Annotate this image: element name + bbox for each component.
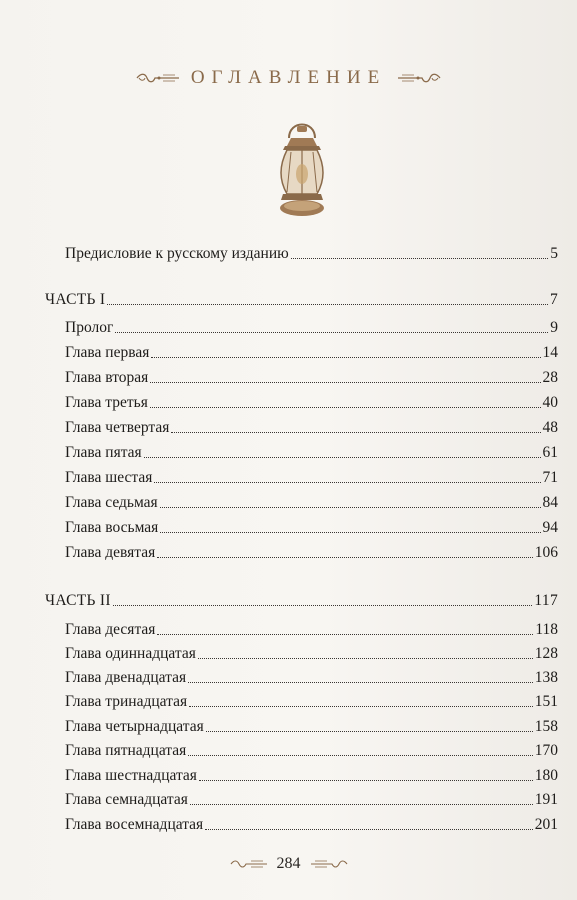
toc-entry-chapter[interactable] (65, 368, 558, 387)
toc-entry-chapter[interactable] (65, 443, 558, 462)
toc-entry-label: Глава пятая (65, 444, 142, 461)
toc-entry-label: Пролог (65, 319, 114, 336)
page-number: 284 (276, 855, 301, 872)
toc-entry-chapter[interactable] (65, 717, 558, 736)
toc-entry-label: Глава двенадцатая (65, 669, 187, 686)
toc-entry-label: Глава шестая (65, 469, 153, 486)
toc-entry-page: 191 (534, 791, 558, 808)
dot-leader (107, 303, 548, 305)
toc-entry-page: 170 (534, 742, 558, 759)
toc-entry-label: Глава первая (65, 344, 150, 361)
dot-leader (113, 604, 533, 606)
toc-entry-chapter[interactable] (65, 692, 558, 711)
toc-entry-chapter[interactable] (65, 343, 558, 362)
dot-leader (160, 506, 541, 508)
toc-entry-label: Глава одиннадцатая (65, 645, 196, 662)
toc-part-label: ЧАСТЬ I (45, 291, 106, 308)
toc-entry-chapter[interactable] (65, 620, 558, 639)
toc-entry-chapter[interactable] (65, 418, 558, 437)
toc-entry-page: 61 (542, 444, 558, 461)
dot-leader (157, 633, 533, 635)
toc-entry-chapter[interactable] (65, 668, 558, 687)
dot-leader (115, 331, 548, 333)
toc-entry-page: 5 (550, 245, 558, 262)
toc-entry-label: Глава семнадцатая (65, 791, 188, 808)
toc-part-2[interactable] (45, 591, 558, 610)
toc-entry-label: Глава четвертая (65, 419, 170, 436)
toc-entry-label: Глава третья (65, 394, 148, 411)
toc-part-1[interactable] (45, 290, 558, 309)
dot-leader (190, 803, 533, 805)
toc-entry-page: 48 (542, 419, 558, 436)
toc-entry-chapter[interactable] (65, 815, 558, 834)
toc-entry-label: Глава седьмая (65, 494, 158, 511)
dot-leader (157, 556, 532, 558)
toc-entry-page: 14 (542, 344, 558, 361)
dot-leader (144, 456, 541, 458)
toc-part-page: 7 (549, 291, 558, 308)
toc-entry-page: 118 (535, 621, 558, 638)
left-small-flourish-icon (229, 859, 269, 869)
dot-leader (151, 356, 540, 358)
page-title: ОГЛАВЛЕНИЕ (190, 67, 387, 88)
toc-entry-page: 151 (534, 693, 558, 710)
right-small-flourish-icon (309, 859, 349, 869)
dot-leader (171, 431, 540, 433)
dot-leader (199, 779, 533, 781)
dot-leader (154, 481, 540, 483)
toc-entry-label: Предисловие к русскому изданию (65, 245, 289, 262)
toc-entry-chapter[interactable] (65, 393, 558, 412)
dot-leader (188, 681, 533, 683)
toc-entry-chapter[interactable] (65, 766, 558, 785)
toc-entry-chapter[interactable] (65, 790, 558, 809)
toc-entry-chapter[interactable] (65, 644, 558, 663)
page-footer (0, 855, 577, 873)
toc-entry-label: Глава пятнадцатая (65, 742, 187, 759)
toc-entry-page: 158 (534, 718, 558, 735)
toc-entry-chapter[interactable] (65, 318, 558, 337)
dot-leader (205, 828, 533, 830)
toc-entry-page: 40 (542, 394, 558, 411)
toc-entry-chapter[interactable] (65, 468, 558, 487)
toc-part-label: ЧАСТЬ II (45, 592, 111, 609)
toc-entry-chapter[interactable] (65, 741, 558, 760)
toc-entry-label: Глава тринадцатая (65, 693, 188, 710)
lantern-icon (269, 116, 335, 218)
toc-entry-page: 9 (550, 319, 558, 336)
toc-header (0, 66, 577, 90)
dot-leader (198, 657, 533, 659)
toc-entry-page: 138 (534, 669, 558, 686)
toc-entry-label: Глава шестнадцатая (65, 767, 197, 784)
toc-entry-chapter[interactable] (65, 543, 558, 562)
toc-entry-page: 106 (534, 544, 558, 561)
toc-entry-label: Глава четырнадцатая (65, 718, 204, 735)
dot-leader (206, 730, 533, 732)
toc-entry-label: Глава восьмая (65, 519, 159, 536)
dot-leader (189, 705, 533, 707)
dot-leader (150, 406, 541, 408)
right-flourish-icon (396, 71, 442, 85)
toc-entry-chapter[interactable] (65, 518, 558, 537)
dot-leader (160, 531, 540, 533)
dot-leader (150, 381, 540, 383)
toc-entry-page: 201 (534, 816, 558, 833)
toc-entry-page: 94 (542, 519, 558, 536)
toc-part-page: 117 (534, 592, 558, 609)
toc-entry-page: 28 (542, 369, 558, 386)
toc-entry-label: Глава девятая (65, 544, 156, 561)
toc-entry-label: Глава десятая (65, 621, 156, 638)
dot-leader (291, 257, 549, 259)
toc-entry-label: Глава восемнадцатая (65, 816, 204, 833)
left-flourish-icon (135, 71, 181, 85)
toc-entry-preface[interactable] (65, 244, 558, 263)
toc-entry-label: Глава вторая (65, 369, 149, 386)
toc-entry-chapter[interactable] (65, 493, 558, 512)
toc-entry-page: 128 (534, 645, 558, 662)
toc-entry-page: 180 (534, 767, 558, 784)
dot-leader (188, 754, 532, 756)
toc-entry-page: 71 (542, 469, 558, 486)
toc-entry-page: 84 (542, 494, 558, 511)
